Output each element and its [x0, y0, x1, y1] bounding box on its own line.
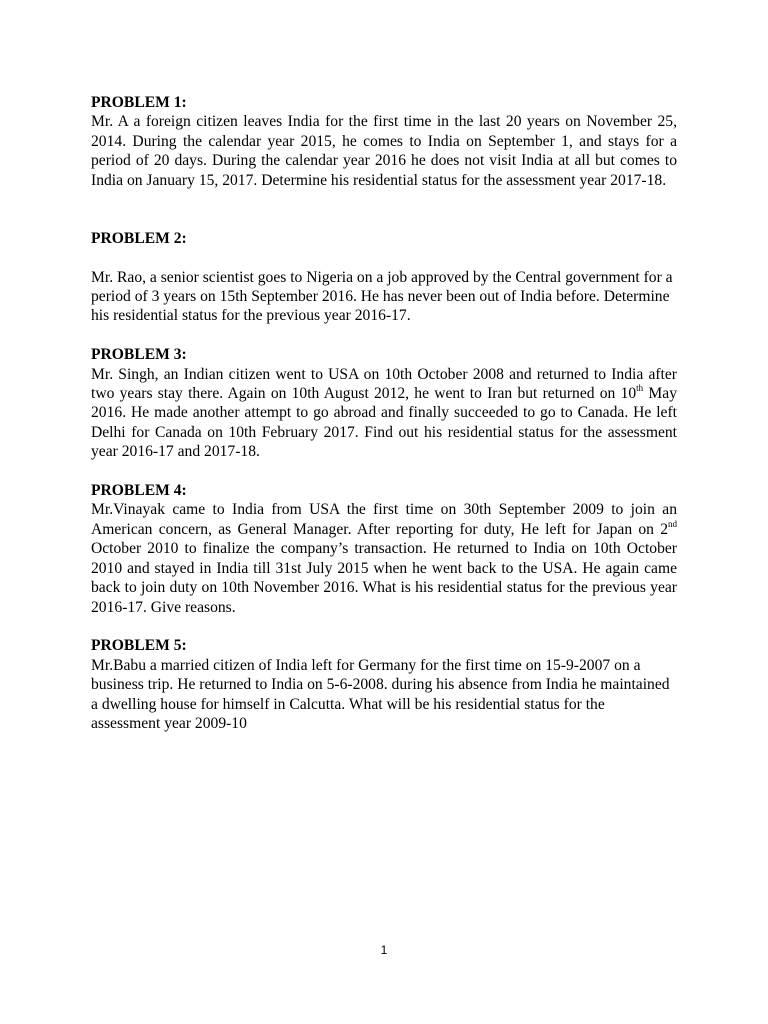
problem-5-text: Mr.Babu a married citizen of India left for Germany for the first time on 15-9-2007 on a business trip. He returned to India on 5-6-2008. during his absence from India he maintained a dwelling house for himself in Calcutta. What will be his residential status for the assessment year 2009-10	[91, 656, 670, 732]
page-number: 1	[380, 943, 388, 957]
problem-1-text: Mr. A a foreign citizen leaves India for the first time in the last 20 years on November 25, 2014. During the calendar year 2015, he comes to India on September 1, and stays for a period of 20 days. During the calendar year 2016 he does not visit India at all but comes to India on January 15, 2017. Determine his residential status for the assessment year 2017-18.	[91, 113, 677, 189]
problem-4-text	[91, 500, 677, 616]
problem-4-text-part-1: Mr.Vinayak came to India from USA the first time on 30th September 2009 to join an American concern, as General Manager. After reporting for duty, He left for Japan on 2	[91, 501, 677, 538]
problem-2-text: Mr. Rao, a senior scientist goes to Nigeria on a job approved by the Central government for a period of 3 years on 15th September 2016. He has never been out of India before. Determine his residential status for the previous year 2016-17.	[91, 268, 673, 325]
problem-4-superscript: nd	[668, 518, 677, 529]
problem-3-text-part-2: May 2016. He made another attempt to go abroad and finally succeeded to go to Canada. He left Delhi for Canada on 10th February 2017. Find out his residential status for the assessment year 2016-17 and 2017-18.	[91, 385, 677, 461]
problem-1	[91, 93, 677, 190]
problem-3-text-part-1: Mr. Singh, an Indian citizen went to USA on 10th October 2008 and returned to India after two years stay there. Again on 10th August 2012, he went to Iran but returned on 10	[91, 365, 677, 403]
problem-4	[91, 481, 677, 617]
problem-3	[91, 345, 677, 461]
problem-2-heading: PROBLEM 2:	[91, 229, 187, 247]
problem-5	[91, 636, 677, 733]
problem-4-text-part-2: October 2010 to finalize the company’s transaction. He returned to India on 10th October 2010 and stayed in India till 31st July 2015 when he went back to the USA. He again came back to join duty on 10th November 2016. What is his residential status for the previous year 2016-17. Give reasons.	[91, 540, 677, 616]
problem-4-heading: PROBLEM 4:	[91, 482, 187, 500]
problem-3-superscript: th	[636, 382, 644, 393]
problem-2	[91, 229, 677, 326]
problem-3-text	[91, 365, 677, 462]
problem-5-heading: PROBLEM 5:	[91, 637, 187, 655]
problem-1-heading: PROBLEM 1:	[91, 94, 187, 111]
document-body	[91, 93, 677, 733]
problem-3-heading: PROBLEM 3:	[91, 346, 187, 364]
